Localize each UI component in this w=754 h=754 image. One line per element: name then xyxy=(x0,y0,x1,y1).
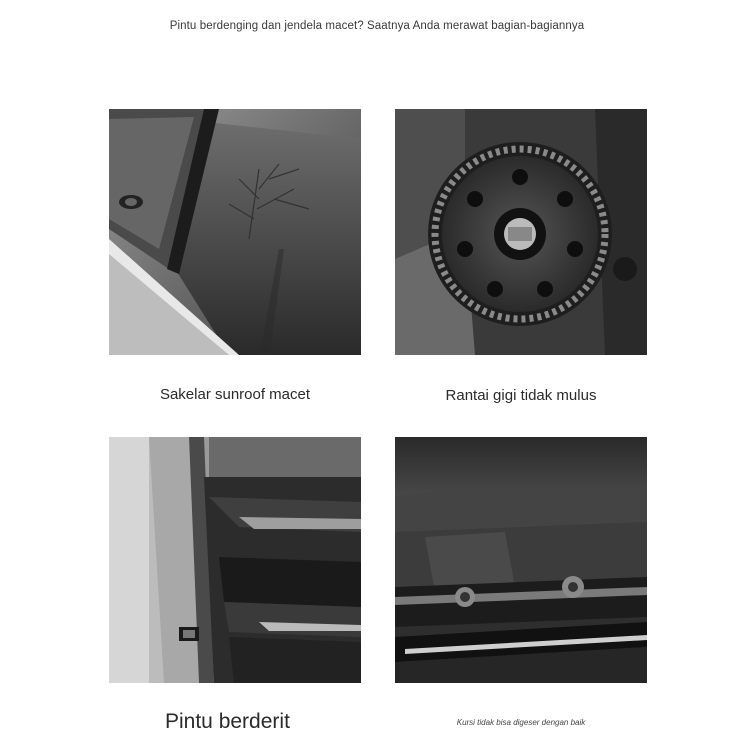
page-header-text: Pintu berdenging dan jendela macet? Saatnya Anda merawat bagian-bagiannya xyxy=(169,20,585,32)
car-door-open-photo xyxy=(109,437,361,683)
caption-door-squeak: Pintu berderit xyxy=(165,710,290,733)
car-window-illustration xyxy=(109,109,361,355)
caption-seat-rail: Kursi tidak bisa digeser dengan baik xyxy=(456,718,586,727)
caption-sunroof-switch: Sakelar sunroof macet xyxy=(159,386,311,403)
car-window-photo xyxy=(109,109,361,355)
seat-rail-illustration xyxy=(395,437,647,683)
seat-rail-photo xyxy=(395,437,647,683)
caption-timing-chain: Rantai gigi tidak mulus xyxy=(445,387,597,404)
sprocket-illustration xyxy=(395,109,647,355)
car-door-illustration xyxy=(109,437,361,683)
timing-chain-sprocket-photo xyxy=(395,109,647,355)
